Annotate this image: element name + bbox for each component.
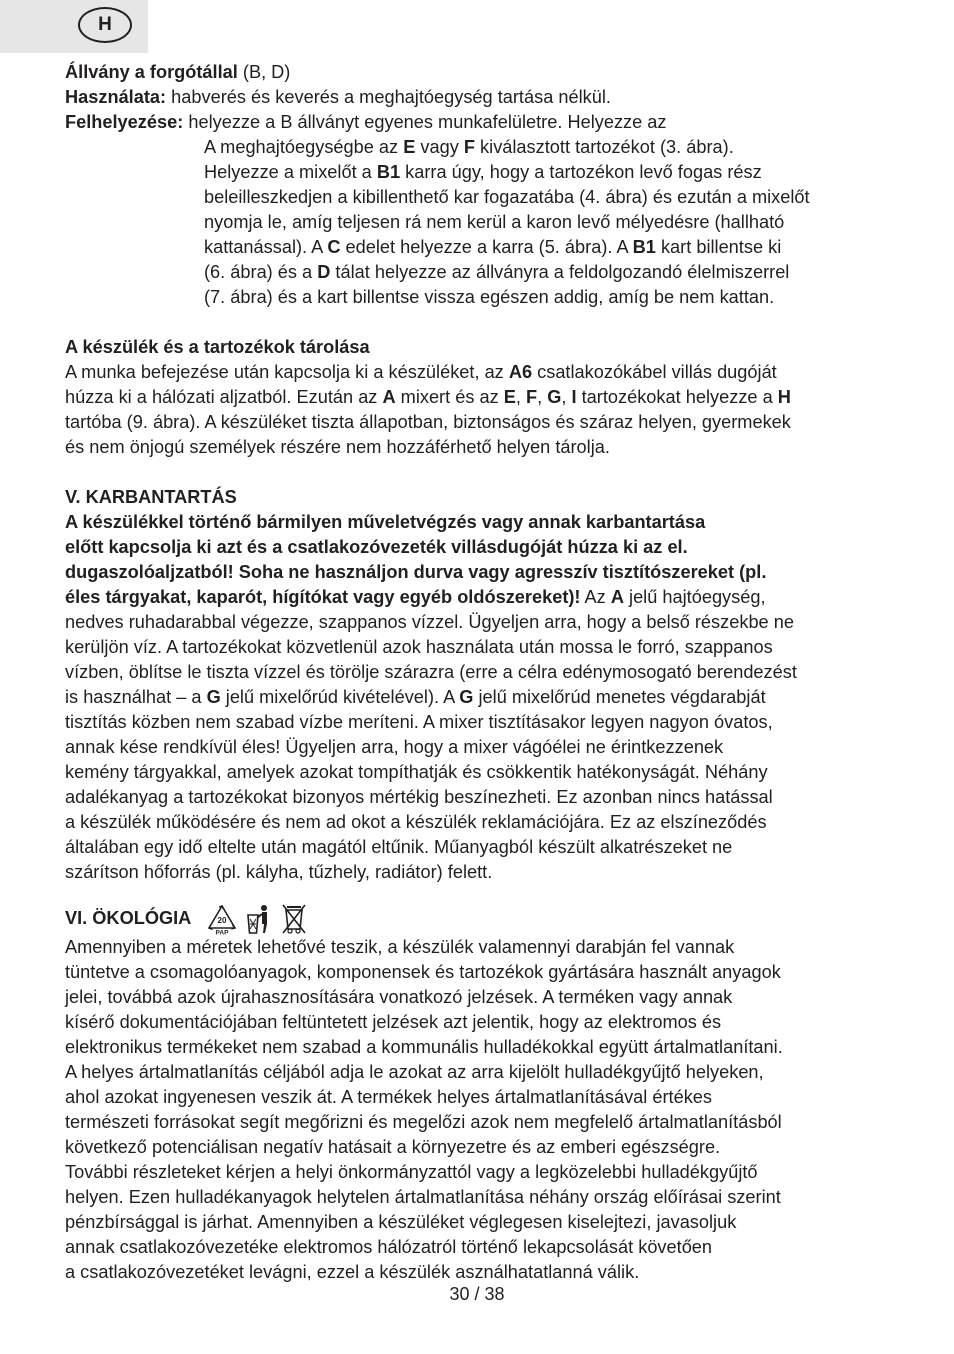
tidyman-icon (245, 903, 273, 935)
usage-line: Használata: habverés és keverés a meghajtóegység tartása nélkül. (65, 87, 611, 107)
mount-line: Felhelyezése: helyezze a B állványt egyenes munkafelületre. Helyezze az (65, 112, 667, 132)
maintenance-text-line: tisztítás közben nem szabad vízbe meríteni. A mixer tisztításakor legyen nagyon óvatos, (65, 712, 773, 732)
ecology-text-line: jelei, továbbá azok újrahasznosítására vonatkozó jelzések. A terméken vagy annak (65, 987, 733, 1007)
ecology-text-line: A helyes ártalmatlanítás céljából adja le azokat az arra kijelölt hulladékgyűjtő helyeken, (65, 1062, 764, 1082)
maintenance-warning-line: dugaszolóaljzatból! Soha ne használjon durva vagy agresszív tisztítószereket (pl. (65, 562, 767, 582)
ecology-text-line: annak csatlakozóvezetéke elektromos hálózatról történő lekapcsolását követően (65, 1237, 713, 1257)
mount-text-line: (6. ábra) és a D tálat helyezze az állványra a feldolgozandó élelmiszerrel (204, 262, 790, 282)
ecology-text-line: természeti forrásokat segít megőrizni és megelőzi azok nem megfelelő ártalmatlanításból (65, 1112, 782, 1132)
ecology-text-line: elektronikus termékeket nem szabad a kommunális hulladékokkal együtt ártalmatlanítani. (65, 1037, 783, 1057)
ecology-text-line: pénzbírsággal is járhat. Amennyiben a készüléket véglegesen kiselejtezi, javasoljuk (65, 1212, 737, 1232)
mount-text-line: kattanással). A C edelet helyezze a karra (5. ábra). A B1 kart billentse ki (204, 237, 782, 257)
mount-text-line: (7. ábra) és a kart billentse vissza egészen addig, amíg be nem kattan. (204, 287, 775, 307)
stand-heading: Állvány a forgótállal (B, D) (65, 62, 291, 82)
language-badge: H (78, 7, 132, 43)
maintenance-text-line: szárítson hőforrás (pl. kályha, tűzhely, radiátor) felett. (65, 862, 493, 882)
ecology-text-line: helyen. Ezen hulladékanyagok helytelen ártalmatlanítása néhány ország előírásai szerint (65, 1187, 781, 1207)
ecology-text-line: Amennyiben a méretek lehetővé teszik, a készülék valamennyi darabján fel vannak (65, 937, 735, 957)
recycle-pap-icon (206, 903, 238, 935)
ecology-heading: VI. ÖKOLÓGIA 20 PAP (65, 901, 895, 935)
storage-text-line: és nem önjogú személyek részére nem hozzáférhető helyen tárolja. (65, 437, 610, 457)
crossed-bin-icon (281, 903, 307, 935)
language-tab (0, 0, 148, 53)
mount-text-line: A meghajtóegységbe az E vagy F kiválasztott tartozékot (3. ábra). (204, 137, 734, 157)
mount-text-line: beleilleszkedjen a kibillenthető kar fogazatába (4. ábra) és ezután a mixelőt (204, 187, 810, 207)
ecology-text-line: kísérő dokumentációjában feltüntetett jelzések azt jelentik, hogy az elektromos és (65, 1012, 722, 1032)
maintenance-text-line: általában egy idő eltelte után magától eltűnik. Műanyagból készült alkatrészeket ne (65, 837, 733, 857)
maintenance-text-line: vízben, öblítse le tiszta vízzel és törölje szárazra (erre a célra edénymosogató berendezést (65, 662, 797, 682)
storage-text-line: húzza ki a hálózati aljzatból. Ezután az A mixert és az E, F, G, I tartozékokat helyezze a H (65, 387, 791, 407)
mount-text-line: Helyezze a mixelőt a B1 karra úgy, hogy a tartozékon levő fogas rész (204, 162, 762, 182)
maintenance-text-line: nedves ruhadarabbal végezze, szappanos vízzel. Ügyeljen arra, hogy a belső részekbe ne (65, 612, 794, 632)
storage-text-line: tartóba (9. ábra). A készüléket tiszta állapotban, biztonságos és száraz helyen, gyermekek (65, 412, 791, 432)
maintenance-text-line: is használhat – a G jelű mixelőrúd kivételével). A G jelű mixelőrúd menetes végdarabját (65, 687, 766, 707)
svg-text:20: 20 (217, 916, 227, 926)
maintenance-warning-line: előtt kapcsolja ki azt és a csatlakozóvezeték villásdugóját húzza ki az el. (65, 537, 688, 557)
page-number: 30 / 38 (449, 1284, 505, 1304)
page-content (65, 60, 895, 1285)
maintenance-text-line: kemény tárgyakkal, amelyek azokat tompíthatják és csökkentik hatékonyságát. Néhány (65, 762, 768, 782)
maintenance-warning-line: éles tárgyakat, kaparót, hígítókat vagy egyéb oldószereket)! Az A jelű hajtóegység, (65, 587, 766, 607)
maintenance-warning-line: A készülékkel történő bármilyen műveletvégzés vagy annak karbantartása (65, 512, 706, 532)
mount-text-line: nyomja le, amíg teljesen rá nem kerül a karon levő mélyedésre (hallható (204, 212, 785, 232)
maintenance-text-line: annak kése rendkívül éles! Ügyeljen arra, hogy a mixer vágóélei ne érintkezzenek (65, 737, 724, 757)
ecology-text-line: a csatlakozóvezetéket levágni, ezzel a készülék asználhatatlanná válik. (65, 1262, 640, 1282)
svg-text:PAP: PAP (215, 929, 229, 936)
maintenance-text-line: a készülék működésére és nem ad okot a készülék reklamációjára. Ez az elszíneződés (65, 812, 767, 832)
ecology-text-line: ahol azokat ingyenesen veszik át. A termékek helyes ártalmatlanításával értékes (65, 1087, 713, 1107)
ecology-text-line: További részleteket kérjen a helyi önkormányzattól vagy a legközelebbi hulladékgyűjtő (65, 1162, 758, 1182)
storage-heading: A készülék és a tartozékok tárolása (65, 337, 370, 357)
maintenance-heading: V. KARBANTARTÁS (65, 487, 237, 507)
ecology-text (65, 935, 895, 1285)
ecology-icons (206, 903, 308, 935)
ecology-text-line: tüntetve a csomagolóanyagok, komponensek és tartozékok gyártására használt anyagok (65, 962, 781, 982)
maintenance-text-line: kerüljön víz. A tartozékokat közvetlenül azok használata után mossa le forró, szappanos (65, 637, 773, 657)
ecology-text-line: következő potenciálisan negatív hatásait a környezetre és az emberi egészségre. (65, 1137, 721, 1157)
maintenance-text-line: adalékanyag a tartozékokat bizonyos mértékig beszínezheti. Ez azonban nincs hatással (65, 787, 773, 807)
storage-text-line: A munka befejezése után kapcsolja ki a készüléket, az A6 csatlakozókábel villás dugóját (65, 362, 777, 382)
